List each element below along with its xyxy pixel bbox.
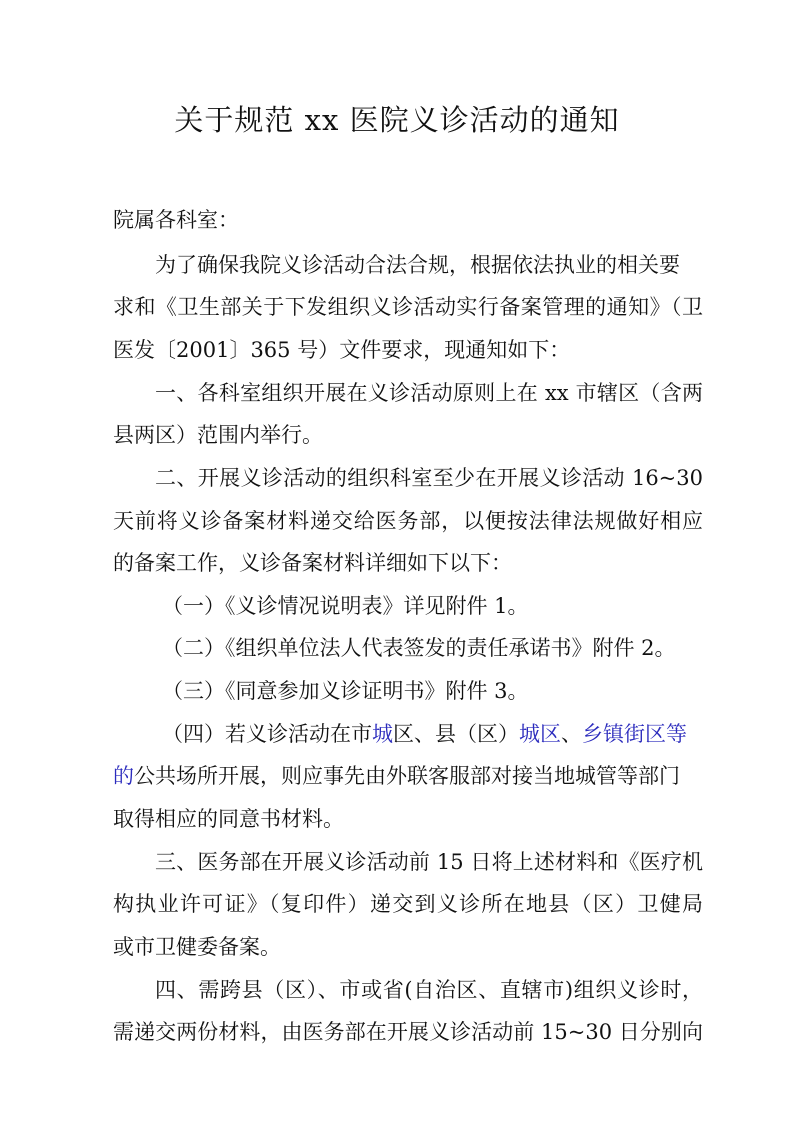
- sub4-highlight-xiangzhen: 乡镇街区等: [582, 722, 687, 746]
- item3-line-2: 构执业许可证》（复印件）递交到义诊所在地县（区）卫健局: [113, 892, 703, 916]
- sub4-highlight-chengqu: 城区: [519, 722, 561, 746]
- sub4-highlight-de: 的: [113, 764, 134, 788]
- intro-line-2: 求和《卫生部关于下发组织义诊活动实行备案管理的通知》（卫: [113, 295, 703, 319]
- sub-item-1: （一）《义诊情况说明表》详见附件 1。: [162, 594, 529, 618]
- sub-item-4-line-2: [113, 762, 703, 790]
- item1-line-1: 一、各科室组织开展在义诊活动原则上在 xx 市辖区（含两: [155, 381, 703, 405]
- sub-item-4-line-1: [162, 720, 752, 748]
- sub4-highlight-cheng: 城: [372, 722, 393, 746]
- intro-line-1: 为了确保我院义诊活动合法合规，根据依法执业的相关要: [155, 253, 680, 277]
- item4-line-2: 需递交两份材料，由医务部在开展义诊活动前 15~30 日分别向: [113, 1020, 703, 1044]
- item2-line-1: 二、开展义诊活动的组织科室至少在开展义诊活动 16~30: [155, 466, 703, 490]
- item3-line-3: 或市卫健委备案。: [113, 935, 281, 959]
- item2-line-2: 天前将义诊备案材料递交给医务部，以便按法律法规做好相应: [113, 509, 703, 533]
- item1-line-2: 县两区）范围内举行。: [113, 423, 323, 447]
- item2-line-3: 的备案工作，义诊备案材料详细如下以下：: [113, 551, 512, 575]
- document-title: 关于规范 xx 医院义诊活动的通知: [174, 103, 620, 137]
- sub4-text-c: 区、县（区）: [393, 722, 519, 746]
- sub-item-4-line-3: 取得相应的同意书材料。: [113, 807, 344, 831]
- sub4-text-e: 、: [561, 722, 582, 746]
- sub-item-2: （二）《组织单位法人代表签发的责任承诺书》附件 2。: [162, 636, 676, 660]
- sub-item-3: （三）《同意参加义诊证明书》附件 3。: [162, 679, 529, 703]
- sub4-text-a: （四）若义诊活动在市: [162, 722, 372, 746]
- intro-line-3: 医发〔2001〕365 号）文件要求，现通知如下：: [113, 338, 571, 362]
- sub4-text-public: 公共场所开展，则应事先由外联客服部对接当地城管等部门: [134, 764, 680, 788]
- item3-line-1: 三、医务部在开展义诊活动前 15 日将上述材料和《医疗机: [155, 850, 703, 874]
- salutation: 院属各科室：: [113, 208, 239, 232]
- item4-line-1: 四、需跨县（区）、市或省(自治区、直辖市)组织义诊时，: [155, 978, 703, 1002]
